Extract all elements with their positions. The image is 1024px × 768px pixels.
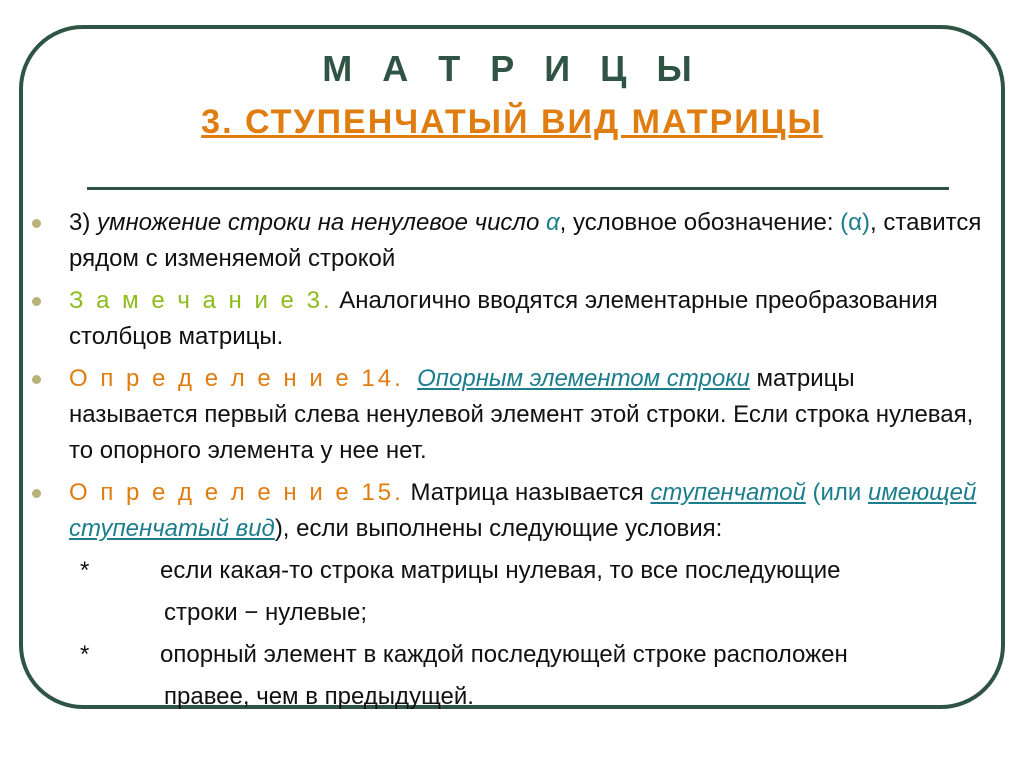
definition-14-text: матрицы называется первый слева ненулевой элемент этой строки. Если строка нулевая, то опорного элемента у нее нет. [69,365,974,464]
item1-italic-text: умножение строки на ненулевое число [97,209,540,236]
definition-15-text2: (или [805,479,868,506]
remark-text: Аналогично вводятся элементарные преобразования столбцов матрицы. [69,287,938,350]
list-item-4 [32,475,982,547]
condition-2 [32,637,982,679]
condition-marker: * [80,641,90,668]
item1-alpha-paren: (α) [840,209,871,236]
condition-marker: * [80,557,90,584]
item1-rest2: , ставится рядом с изменяемой строкой [69,209,982,272]
definition-14-label: О п р е д е л е н и е 14. [69,365,404,392]
list-item-1 [32,205,982,277]
condition-2-line2: правее, чем в предыдущей. [164,683,474,710]
bullet-icon [32,375,41,384]
definition-15-text3: ), если выполнены следующие условия: [274,515,723,542]
slide-title: М А Т Р И Ц Ы [322,48,702,89]
list-item-3 [32,361,982,469]
item1-prefix: 3) [69,209,98,236]
remark-label: З а м е ч а н и е 3. [69,287,333,314]
item1-rest1: , условное обозначение: [559,209,841,236]
slide-body [32,205,982,721]
bullet-icon [32,489,41,498]
bullet-icon [32,297,41,306]
term-stepped-form-link[interactable]: имеющей ступенчатый вид [69,479,977,542]
divider-line [87,187,949,190]
term-pivot-element-link[interactable]: Опорным элементом строки [417,365,750,392]
definition-15-text1: Матрица называется [403,479,651,506]
slide-subtitle: 3. СТУПЕНЧАТЫЙ ВИД МАТРИЦЫ [201,103,823,141]
condition-1 [32,553,982,595]
condition-1-line2: строки − нулевые; [164,599,368,626]
condition-2-line1: опорный элемент в каждой последующей строке расположен [160,641,848,668]
bullet-icon [32,219,41,228]
item1-alpha: α [539,209,560,236]
list-item-2 [32,283,982,355]
condition-1-line1: если какая-то строка матрицы нулевая, то все последующие [160,557,841,584]
definition-15-label: О п р е д е л е н и е 15. [69,479,404,506]
term-stepped-link[interactable]: ступенчатой [650,479,806,506]
